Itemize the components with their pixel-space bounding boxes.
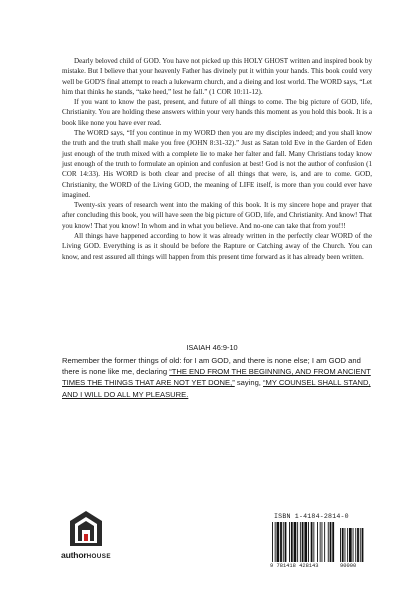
barcode-icon [270, 522, 366, 562]
house-logo-icon [67, 508, 105, 548]
paragraph-1: Dearly beloved child of GOD. You have not picked up this HOLY GHOST written and inspired book by mistake. But I believe that your heavenly Father has divinely put it within your hands. This book could very well be GOD'S final attempt to reach a lukewarm church, and a dieing and lost world. The WORD says, “Let him that thinks he stands, “take heed,” lest he fall.” (1 COR 10:11-12). [62, 57, 372, 96]
verse-underlined-2: “MY COUNSEL SHALL STAND, AND I WILL DO ALL MY PLEASURE. [62, 378, 371, 399]
blurb-text [62, 56, 372, 262]
verse-text-2: saying, [234, 378, 264, 388]
paragraph-3: The WORD says, “If you continue in my WORD then you are my disciples indeed; and you shall know the truth and the truth shall make you free (JOHN 8:31-32).” Just as Satan told Eve in the Garden of Eden just enough of the truth mixed with a complete lie to make her falter and fall. Many Christians today know just enough of the truth to formulate an opinion and confusion at best! God is not the author of confusion (1 COR 14:33). His WORD is both clear and precise of all things that were, is, and are to come. GOD, Christianity, the WORD of the Living GOD, the meaning of LIFE itself, is more than you could ever have imagined. [62, 129, 372, 199]
paragraph-2: If you want to know the past, present, and future of all things to come. The big picture of GOD, life, Christianity. You are holding these answers within your very hands this moment as you hold this book. It is a book like none you have ever read. [62, 98, 372, 127]
publisher-name-author: author [61, 550, 87, 560]
verse-reference: ISAIAH 46:9-10 [186, 343, 238, 352]
barcode-digits [270, 563, 366, 569]
publisher-logo [56, 508, 116, 560]
publisher-name [56, 550, 116, 560]
isbn-label: ISBN 1-4184-2814-0 [274, 513, 349, 520]
paragraph-5: All things have happened according to how it was already written in the perfectly clear WORD of the Living GOD. Everything is as it should be before the Rapture or Catching away of the Church. You can know, and rest assured all things will happen from this present time forward as it has already been written. [62, 232, 372, 261]
barcode-block [270, 513, 366, 571]
publisher-name-house: HOUSE [86, 553, 111, 560]
barcode-addon-digits: 90000 [340, 563, 357, 569]
paragraph-4: Twenty-six years of research went into the making of this book. It is my sincere hope and prayer that after concluding this book, you will have seen the big picture of GOD, life, and Christianity. And know! That you know! That you know! In whom and in what you believe. And no-one can take that from you!!! [62, 201, 372, 230]
verse-quote [62, 355, 372, 400]
verse-underlined-1: “THE END FROM THE BEGINNING, AND FROM ANCIENT TIMES THE THINGS THAT ARE NOT YET DONE,” [62, 367, 371, 388]
barcode-main-digits: 9 781418 428143 [270, 563, 319, 569]
verse-text-1: Remember the former things of old: for I am GOD, and there is none else; I am GOD and there is none like me, declaring [62, 356, 361, 377]
